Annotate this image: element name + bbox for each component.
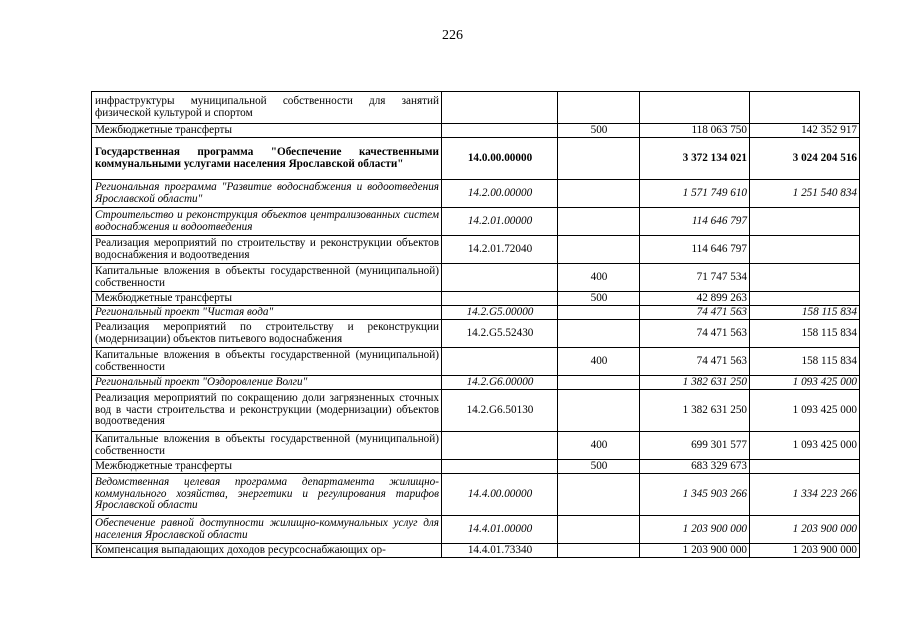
row-code-cell: 14.4.00.00000 xyxy=(442,474,558,516)
row-expense-type-cell xyxy=(558,544,640,558)
row-expense-type-cell xyxy=(558,306,640,320)
table-row xyxy=(92,390,860,432)
row-amount-year2-cell: 1 334 223 266 xyxy=(750,474,860,516)
row-amount-year2-cell: 142 352 917 xyxy=(750,124,860,138)
table-row xyxy=(92,474,860,516)
row-code-cell: 14.2.G6.50130 xyxy=(442,390,558,432)
row-name-cell: Строительство и реконструкция объектов централизованных систем водоснабжения и водоотведения xyxy=(92,208,442,236)
row-code-cell xyxy=(442,264,558,292)
row-expense-type-cell xyxy=(558,236,640,264)
table-row xyxy=(92,292,860,306)
row-code-cell: 14.4.01.73340 xyxy=(442,544,558,558)
table-row xyxy=(92,544,860,558)
table-row xyxy=(92,208,860,236)
row-name-cell: Государственная программа "Обеспечение качественными коммунальными услугами населения Ярославской области" xyxy=(92,138,442,180)
row-expense-type-cell xyxy=(558,376,640,390)
row-amount-year1-cell: 42 899 263 xyxy=(640,292,750,306)
row-expense-type-cell: 500 xyxy=(558,460,640,474)
row-name-cell: Региональная программа "Развитие водоснабжения и водоотведения Ярославской области" xyxy=(92,180,442,208)
row-code-cell xyxy=(442,432,558,460)
row-expense-type-cell xyxy=(558,474,640,516)
row-name-cell: Ведомственная целевая программа департамента жилищно-коммунального хозяйства, энергетики и регулирования тарифов Ярославской области xyxy=(92,474,442,516)
row-code-cell: 14.2.G6.00000 xyxy=(442,376,558,390)
row-expense-type-cell xyxy=(558,180,640,208)
row-expense-type-cell xyxy=(558,208,640,236)
row-code-cell xyxy=(442,460,558,474)
row-amount-year2-cell: 1 251 540 834 xyxy=(750,180,860,208)
row-amount-year2-cell xyxy=(750,92,860,124)
row-code-cell: 14.2.01.72040 xyxy=(442,236,558,264)
row-expense-type-cell xyxy=(558,516,640,544)
row-amount-year2-cell: 1 203 900 000 xyxy=(750,516,860,544)
row-code-cell xyxy=(442,124,558,138)
row-amount-year1-cell: 1 345 903 266 xyxy=(640,474,750,516)
row-expense-type-cell: 400 xyxy=(558,264,640,292)
row-expense-type-cell: 400 xyxy=(558,432,640,460)
row-code-cell: 14.2.00.00000 xyxy=(442,180,558,208)
row-amount-year2-cell: 1 093 425 000 xyxy=(750,390,860,432)
table-row xyxy=(92,92,860,124)
row-amount-year1-cell: 114 646 797 xyxy=(640,236,750,264)
row-amount-year2-cell: 1 093 425 000 xyxy=(750,376,860,390)
row-name-cell: Региональный проект "Оздоровление Волги" xyxy=(92,376,442,390)
row-amount-year2-cell: 1 093 425 000 xyxy=(750,432,860,460)
page-number: 226 xyxy=(442,28,463,43)
table-row xyxy=(92,320,860,348)
row-expense-type-cell xyxy=(558,320,640,348)
row-name-cell: Компенсация выпадающих доходов ресурсоснабжающих ор- xyxy=(92,544,442,558)
table-row xyxy=(92,138,860,180)
row-code-cell: 14.2.G5.00000 xyxy=(442,306,558,320)
row-name-cell: Реализация мероприятий по строительству и реконструкции объектов водоснабжения и водоотведения xyxy=(92,236,442,264)
table-row xyxy=(92,516,860,544)
row-amount-year2-cell: 1 203 900 000 xyxy=(750,544,860,558)
table-row xyxy=(92,180,860,208)
row-amount-year1-cell: 683 329 673 xyxy=(640,460,750,474)
row-amount-year1-cell: 1 382 631 250 xyxy=(640,390,750,432)
row-amount-year1-cell: 74 471 563 xyxy=(640,348,750,376)
row-code-cell: 14.0.00.00000 xyxy=(442,138,558,180)
table-row xyxy=(92,236,860,264)
row-amount-year1-cell: 118 063 750 xyxy=(640,124,750,138)
row-amount-year2-cell: 158 115 834 xyxy=(750,320,860,348)
row-amount-year1-cell: 699 301 577 xyxy=(640,432,750,460)
row-amount-year2-cell: 3 024 204 516 xyxy=(750,138,860,180)
row-amount-year2-cell xyxy=(750,460,860,474)
row-amount-year1-cell: 1 382 631 250 xyxy=(640,376,750,390)
table-row xyxy=(92,460,860,474)
row-name-cell: Межбюджетные трансферты xyxy=(92,124,442,138)
row-amount-year1-cell: 114 646 797 xyxy=(640,208,750,236)
table-row xyxy=(92,376,860,390)
row-amount-year2-cell xyxy=(750,264,860,292)
row-code-cell xyxy=(442,92,558,124)
row-name-cell: Региональный проект "Чистая вода" xyxy=(92,306,442,320)
row-code-cell: 14.2.G5.52430 xyxy=(442,320,558,348)
row-amount-year2-cell xyxy=(750,292,860,306)
row-amount-year1-cell xyxy=(640,92,750,124)
table-row xyxy=(92,306,860,320)
row-name-cell: Реализация мероприятий по сокращению доли загрязненных сточных вод в части строительства и реконструкции (модернизации) объектов водоотведения xyxy=(92,390,442,432)
row-name-cell: Реализация мероприятий по строительству и реконструкции (модернизации) объектов питьевого водоснабжения xyxy=(92,320,442,348)
row-code-cell xyxy=(442,348,558,376)
table-row xyxy=(92,124,860,138)
row-amount-year2-cell xyxy=(750,236,860,264)
row-expense-type-cell: 500 xyxy=(558,124,640,138)
budget-table xyxy=(91,91,860,558)
row-amount-year1-cell: 71 747 534 xyxy=(640,264,750,292)
row-amount-year2-cell xyxy=(750,208,860,236)
row-name-cell: Межбюджетные трансферты xyxy=(92,292,442,306)
row-expense-type-cell: 400 xyxy=(558,348,640,376)
row-name-cell: Межбюджетные трансферты xyxy=(92,460,442,474)
row-name-cell: Обеспечение равной доступности жилищно-коммунальных услуг для населения Ярославской области xyxy=(92,516,442,544)
row-code-cell: 14.4.01.00000 xyxy=(442,516,558,544)
row-expense-type-cell xyxy=(558,92,640,124)
row-name-cell: Капитальные вложения в объекты государственной (муниципальной) собственности xyxy=(92,348,442,376)
row-amount-year2-cell: 158 115 834 xyxy=(750,348,860,376)
row-expense-type-cell xyxy=(558,138,640,180)
row-name-cell: Капитальные вложения в объекты государственной (муниципальной) собственности xyxy=(92,264,442,292)
row-amount-year1-cell: 3 372 134 021 xyxy=(640,138,750,180)
table-row xyxy=(92,348,860,376)
row-name-cell: Капитальные вложения в объекты государственной (муниципальной) собственности xyxy=(92,432,442,460)
table-row xyxy=(92,432,860,460)
row-amount-year1-cell: 1 203 900 000 xyxy=(640,516,750,544)
budget-table-body xyxy=(92,92,860,558)
table-row xyxy=(92,264,860,292)
row-amount-year2-cell: 158 115 834 xyxy=(750,306,860,320)
row-code-cell: 14.2.01.00000 xyxy=(442,208,558,236)
row-amount-year1-cell: 74 471 563 xyxy=(640,306,750,320)
row-amount-year1-cell: 74 471 563 xyxy=(640,320,750,348)
row-amount-year1-cell: 1 571 749 610 xyxy=(640,180,750,208)
row-expense-type-cell: 500 xyxy=(558,292,640,306)
row-code-cell xyxy=(442,292,558,306)
row-name-cell: инфраструктуры муниципальной собственности для занятий физической культурой и спортом xyxy=(92,92,442,124)
row-amount-year1-cell: 1 203 900 000 xyxy=(640,544,750,558)
row-expense-type-cell xyxy=(558,390,640,432)
